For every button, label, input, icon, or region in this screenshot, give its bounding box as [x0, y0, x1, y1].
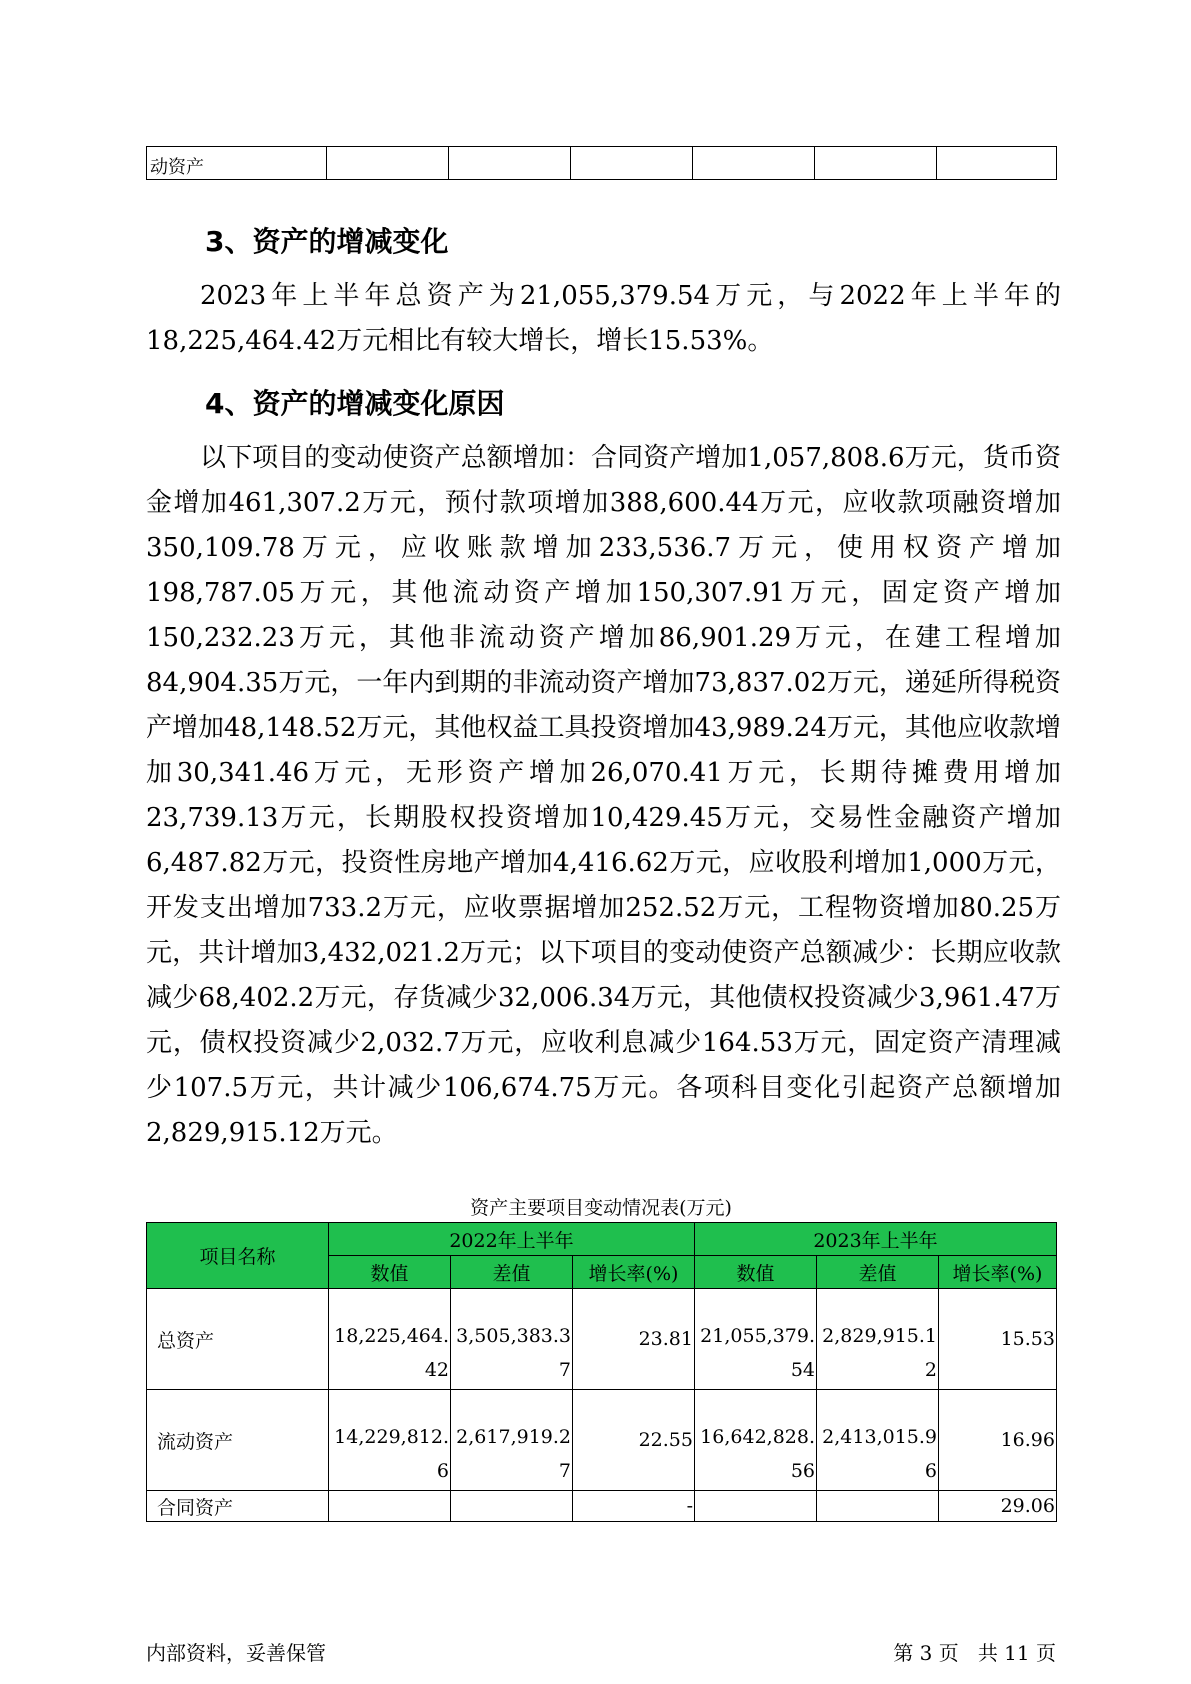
cell-growth-2023: 15.53	[939, 1289, 1057, 1390]
cell-value-2023: 21,055,379.54	[695, 1289, 817, 1390]
table-row	[147, 147, 1057, 180]
table-row	[147, 1390, 1057, 1491]
cell-diff-2023: 2,829,915.12	[817, 1289, 939, 1390]
cell-growth-2022: -	[573, 1491, 695, 1522]
header-row	[147, 1223, 1057, 1256]
cell-diff-2022: 2,617,919.27	[451, 1390, 573, 1491]
col-period-2023: 2023年上半年	[695, 1223, 1057, 1256]
table-row	[147, 1491, 1057, 1522]
cell-value-2022: 18,225,464.42	[329, 1289, 451, 1390]
row-name: 流动资产	[147, 1390, 329, 1491]
page-number: 第 3 页 共 11 页	[893, 1641, 1056, 1665]
col-growth-2022: 增长率(%)	[573, 1256, 695, 1289]
col-growth-2023: 增长率(%)	[939, 1256, 1057, 1289]
cell-growth-2023: 16.96	[939, 1390, 1057, 1491]
cell-diff-2022	[451, 1491, 573, 1522]
cell-value-2022	[329, 1491, 451, 1522]
cell-value-2023	[695, 1491, 817, 1522]
cell-growth-2022: 22.55	[573, 1390, 695, 1491]
col-item-name: 项目名称	[147, 1223, 329, 1289]
section-4-paragraph: 以下项目的变动使资产总额增加：合同资产增加1,057,808.6万元，货币资金增加461,307.2万元，预付款项增加388,600.44万元，应收款项融资增加350,109.78万元，应收账款增加233,536.7万元，使用权资产增加198,787.05万元，其他流动资产增加150,307.91万元，固定资产增加150,232.23万元，其他非流动资产增加86,901.29万元，在建工程增加84,904.35万元，一年内到期的非流动资产增加73,837.02万元，递延所得税资产增加48,148.52万元，其他权益工具投资增加43,989.24万元，其他应收款增加30,341.46万元，无形资产增加26,070.41万元，长期待摊费用增加23,739.13万元，长期股权投资增加10,429.45万元，交易性金融资产增加6,487.82万元，投资性房地产增加4,416.62万元，应收股利增加1,000万元，开发支出增加733.2万元，应收票据增加252.52万元，工程物资增加80.25万元，共计增加3,432,021.2万元；以下项目的变动使资产总额减少：长期应收款减少68,402.2万元，存货减少32,006.34万元，其他债权投资减少3,961.47万元，债权投资减少2,032.7万元，应收利息减少164.53万元，固定资产清理减少107.5万元，共计减少106,674.75万元。各项科目变化引起资产总额增加2,829,915.12万元。	[146, 443, 1061, 1148]
section-3-heading: 3、资产的增减变化	[205, 225, 449, 258]
asset-change-table	[146, 1222, 1057, 1522]
table-caption: 资产主要项目变动情况表(万元)	[470, 1197, 732, 1219]
row-label: 动资产	[147, 147, 327, 180]
cell-growth-2022: 23.81	[573, 1289, 695, 1390]
table-row	[147, 1289, 1057, 1390]
section-4-heading: 4、资产的增减变化原因	[205, 387, 505, 420]
cell-diff-2022: 3,505,383.37	[451, 1289, 573, 1390]
continued-table	[146, 146, 1057, 180]
cell-diff-2023	[817, 1491, 939, 1522]
cell-growth-2023: 29.06	[939, 1491, 1057, 1522]
col-period-2022: 2022年上半年	[329, 1223, 695, 1256]
cell-diff-2023: 2,413,015.96	[817, 1390, 939, 1491]
col-diff-2022: 差值	[451, 1256, 573, 1289]
cell-value-2022: 14,229,812.6	[329, 1390, 451, 1491]
row-name: 合同资产	[147, 1491, 329, 1522]
footer-confidential-note: 内部资料，妥善保管	[146, 1641, 326, 1665]
cell-value-2023: 16,642,828.56	[695, 1390, 817, 1491]
section-3-paragraph: 2023年上半年总资产为21,055,379.54万元，与2022年上半年的18,225,464.42万元相比有较大增长，增长15.53%。	[146, 281, 1061, 356]
col-value-2022: 数值	[329, 1256, 451, 1289]
row-name: 总资产	[147, 1289, 329, 1390]
col-value-2023: 数值	[695, 1256, 817, 1289]
col-diff-2023: 差值	[817, 1256, 939, 1289]
